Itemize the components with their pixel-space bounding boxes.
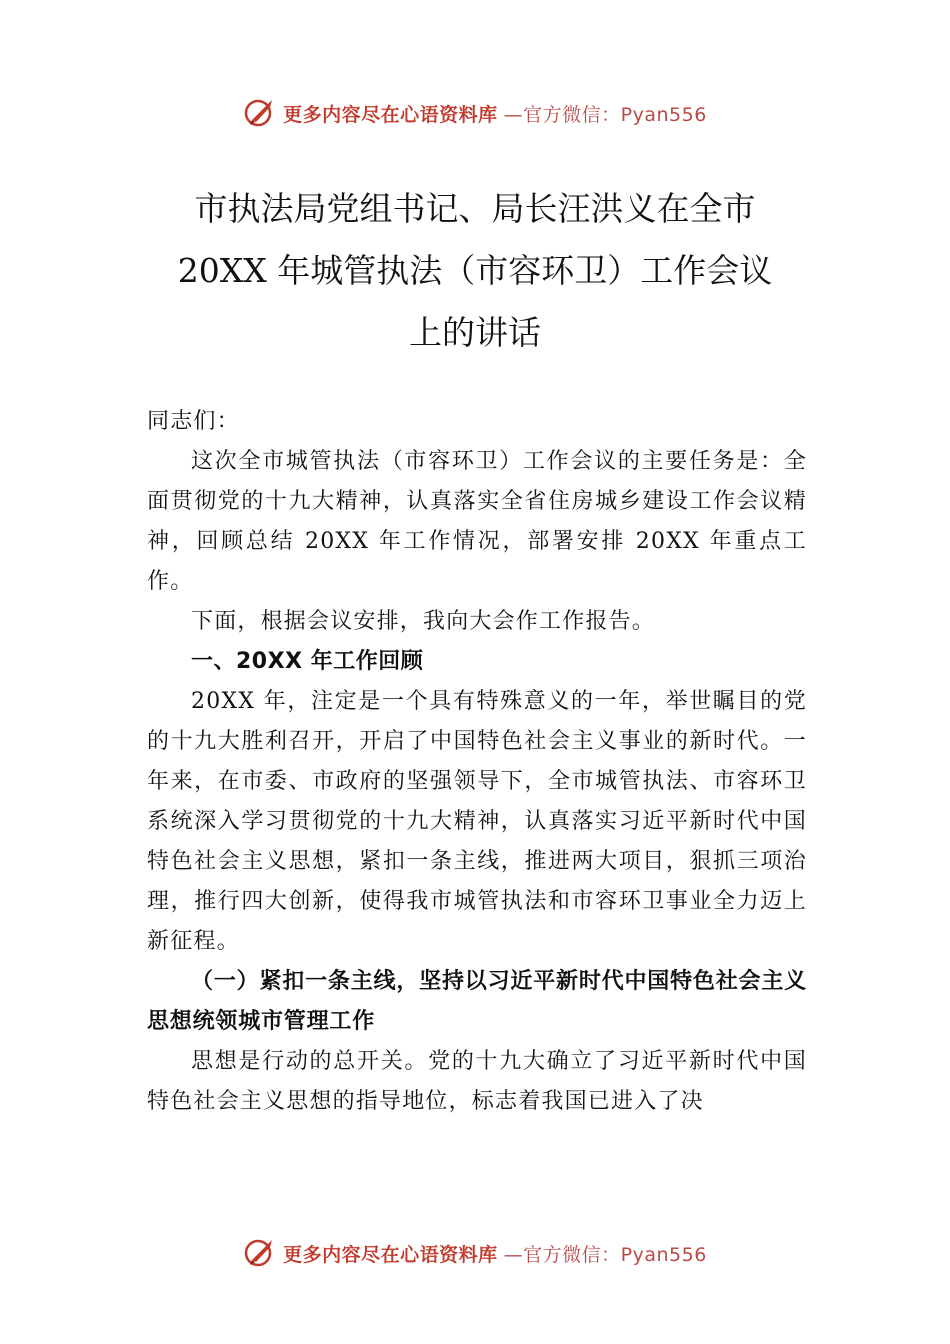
document-title <box>0 178 950 364</box>
intro-paragraph: 这次全市城管执法（市容环卫）工作会议的主要任务是：全面贯彻党的十九大精神，认真落实全省住房城乡建设工作会议精神，回顾总结 20XX 年工作情况，部署安排 20XX 年重点工作。 <box>147 449 807 594</box>
watermark-sub-text: —官方微信：Pyan556 <box>503 103 707 126</box>
intro-paragraph-2: 下面，根据会议安排，我向大会作工作报告。 <box>191 609 656 634</box>
pen-logo-icon <box>243 96 277 130</box>
pen-logo-icon <box>243 1236 277 1270</box>
subsection-heading-1: （一）紧扣一条主线，坚持以习近平新时代中国特色社会主义思想统领城市管理工作 <box>147 969 807 1034</box>
title-line-1: 市执法局党组书记、局长汪洪义在全市 <box>194 189 756 228</box>
watermark-header <box>0 96 950 130</box>
salutation: 同志们： <box>147 409 240 434</box>
watermark-main-text: 更多内容尽在心语资料库 <box>283 1243 498 1266</box>
section-heading-1: 一、20XX 年工作回顾 <box>191 649 424 674</box>
subsection-1-paragraph: 思想是行动的总开关。党的十九大确立了习近平新时代中国特色社会主义思想的指导地位，标志着我国已进入了决 <box>147 1049 807 1114</box>
watermark-footer <box>0 1236 950 1270</box>
watermark-sub-text: —官方微信：Pyan556 <box>503 1243 707 1266</box>
title-line-3: 上的讲话 <box>409 313 541 352</box>
title-line-2: 20XX 年城管执法（市容环卫）工作会议 <box>177 251 773 290</box>
watermark-main-text: 更多内容尽在心语资料库 <box>283 103 498 126</box>
document-body <box>147 402 807 1122</box>
section-1-paragraph: 20XX 年，注定是一个具有特殊意义的一年，举世瞩目的党的十九大胜利召开，开启了中国特色社会主义事业的新时代。一年来，在市委、市政府的坚强领导下，全市城管执法、市容环卫系统深入学习贯彻党的十九大精神，认真落实习近平新时代中国特色社会主义思想，紧扣一条主线，推进两大项目，狠抓三项治理，推行四大创新，使得我市城管执法和市容环卫事业全力迈上新征程。 <box>147 689 807 954</box>
